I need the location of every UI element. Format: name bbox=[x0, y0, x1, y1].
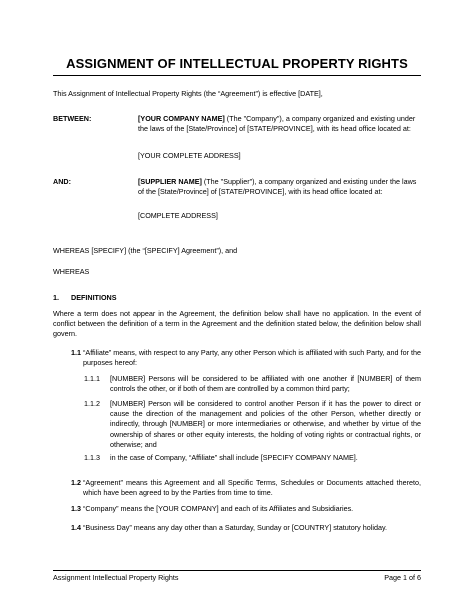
footer-rule bbox=[53, 570, 421, 571]
section-number: 1. bbox=[53, 293, 59, 302]
clause-1-1-number: 1.1 bbox=[71, 348, 81, 357]
between-address: [YOUR COMPLETE ADDRESS] bbox=[138, 151, 241, 160]
clause-1-3-text: “Company” means the [YOUR COMPANY] and each of its Affiliates and Subsidiaries. bbox=[83, 504, 354, 513]
and-address: [COMPLETE ADDRESS] bbox=[138, 211, 218, 220]
and-party-desc: (The "Supplier"), a company organized and existing under the laws of the [State/Province] of [STATE/PROVINCE], with its head office located at: bbox=[138, 177, 417, 197]
definitions-intro: Where a term does not appear in the Agreement, the definition below shall have no application. In the event of conflict between the definition of a term in the Agreement and the definition stated below, the definition below shall govern. bbox=[53, 309, 421, 339]
between-party bbox=[138, 114, 421, 134]
document-title: ASSIGNMENT OF INTELLECTUAL PROPERTY RIGHTS bbox=[66, 56, 408, 71]
clause-1-1-1-text: [NUMBER] Persons will be considered to be affiliated with one another if [NUMBER] of them controls the other, or if both of them are controlled by a common third party; bbox=[110, 374, 421, 394]
and-party bbox=[138, 177, 421, 197]
clause-1-1-1-number: 1.1.1 bbox=[84, 374, 100, 383]
clause-1-1-2-number: 1.1.2 bbox=[84, 399, 100, 408]
clause-1-1-3-text: in the case of Company, “Affiliate” shall include [SPECIFY COMPANY NAME]. bbox=[110, 453, 358, 462]
intro-paragraph: This Assignment of Intellectual Property Rights (the “Agreement”) is effective [DATE], bbox=[53, 89, 323, 98]
footer-document-name: Assignment Intellectual Property Rights bbox=[53, 573, 179, 582]
clause-1-1-2-text: [NUMBER] Person will be considered to control another Person if it has the power to direct or cause the direction of the management and policies of the other Person, whether directly or indirectly, through [NUMBER] or more intermediaries or otherwise, and whether by virtue of the ownership of shares or other equity interests, the holding of voting rights or contractual rights, or otherwise; and bbox=[110, 399, 421, 449]
between-label: BETWEEN: bbox=[53, 114, 92, 123]
clause-1-4-number: 1.4 bbox=[71, 523, 81, 532]
section-heading bbox=[53, 293, 117, 303]
footer-page-number: Page 1 of 6 bbox=[384, 573, 421, 582]
between-party-desc: (The "Company"), a company organized and existing under the laws of the [State/Province] of [STATE/PROVINCE], with its head office located at: bbox=[138, 114, 416, 134]
whereas-paragraph-1: WHEREAS [SPECIFY] (the “[SPECIFY] Agreement”), and bbox=[53, 246, 238, 255]
clause-1-4-text: “Business Day” means any day other than a Saturday, Sunday or [COUNTRY] statutory holiday. bbox=[83, 523, 388, 532]
clause-1-2-number: 1.2 bbox=[71, 478, 81, 487]
clause-1-1-3-number: 1.1.3 bbox=[84, 453, 100, 462]
section-title: DEFINITIONS bbox=[71, 293, 117, 302]
between-party-name: [YOUR COMPANY NAME] bbox=[138, 114, 225, 123]
clause-1-1-text: “Affiliate” means, with respect to any Party, any other Person which is affiliated with such Party, and for the purposes hereof: bbox=[83, 348, 421, 368]
clause-1-2-text: “Agreement” means this Agreement and all Specific Terms, Schedules or Documents attached thereto, which have been agreed to by the Parties from time to time. bbox=[83, 478, 421, 498]
and-label: AND: bbox=[53, 177, 71, 186]
clause-1-3-number: 1.3 bbox=[71, 504, 81, 513]
and-party-name: [SUPPLIER NAME] bbox=[138, 177, 202, 186]
title-underline bbox=[53, 75, 421, 76]
whereas-paragraph-2: WHEREAS bbox=[53, 267, 90, 276]
